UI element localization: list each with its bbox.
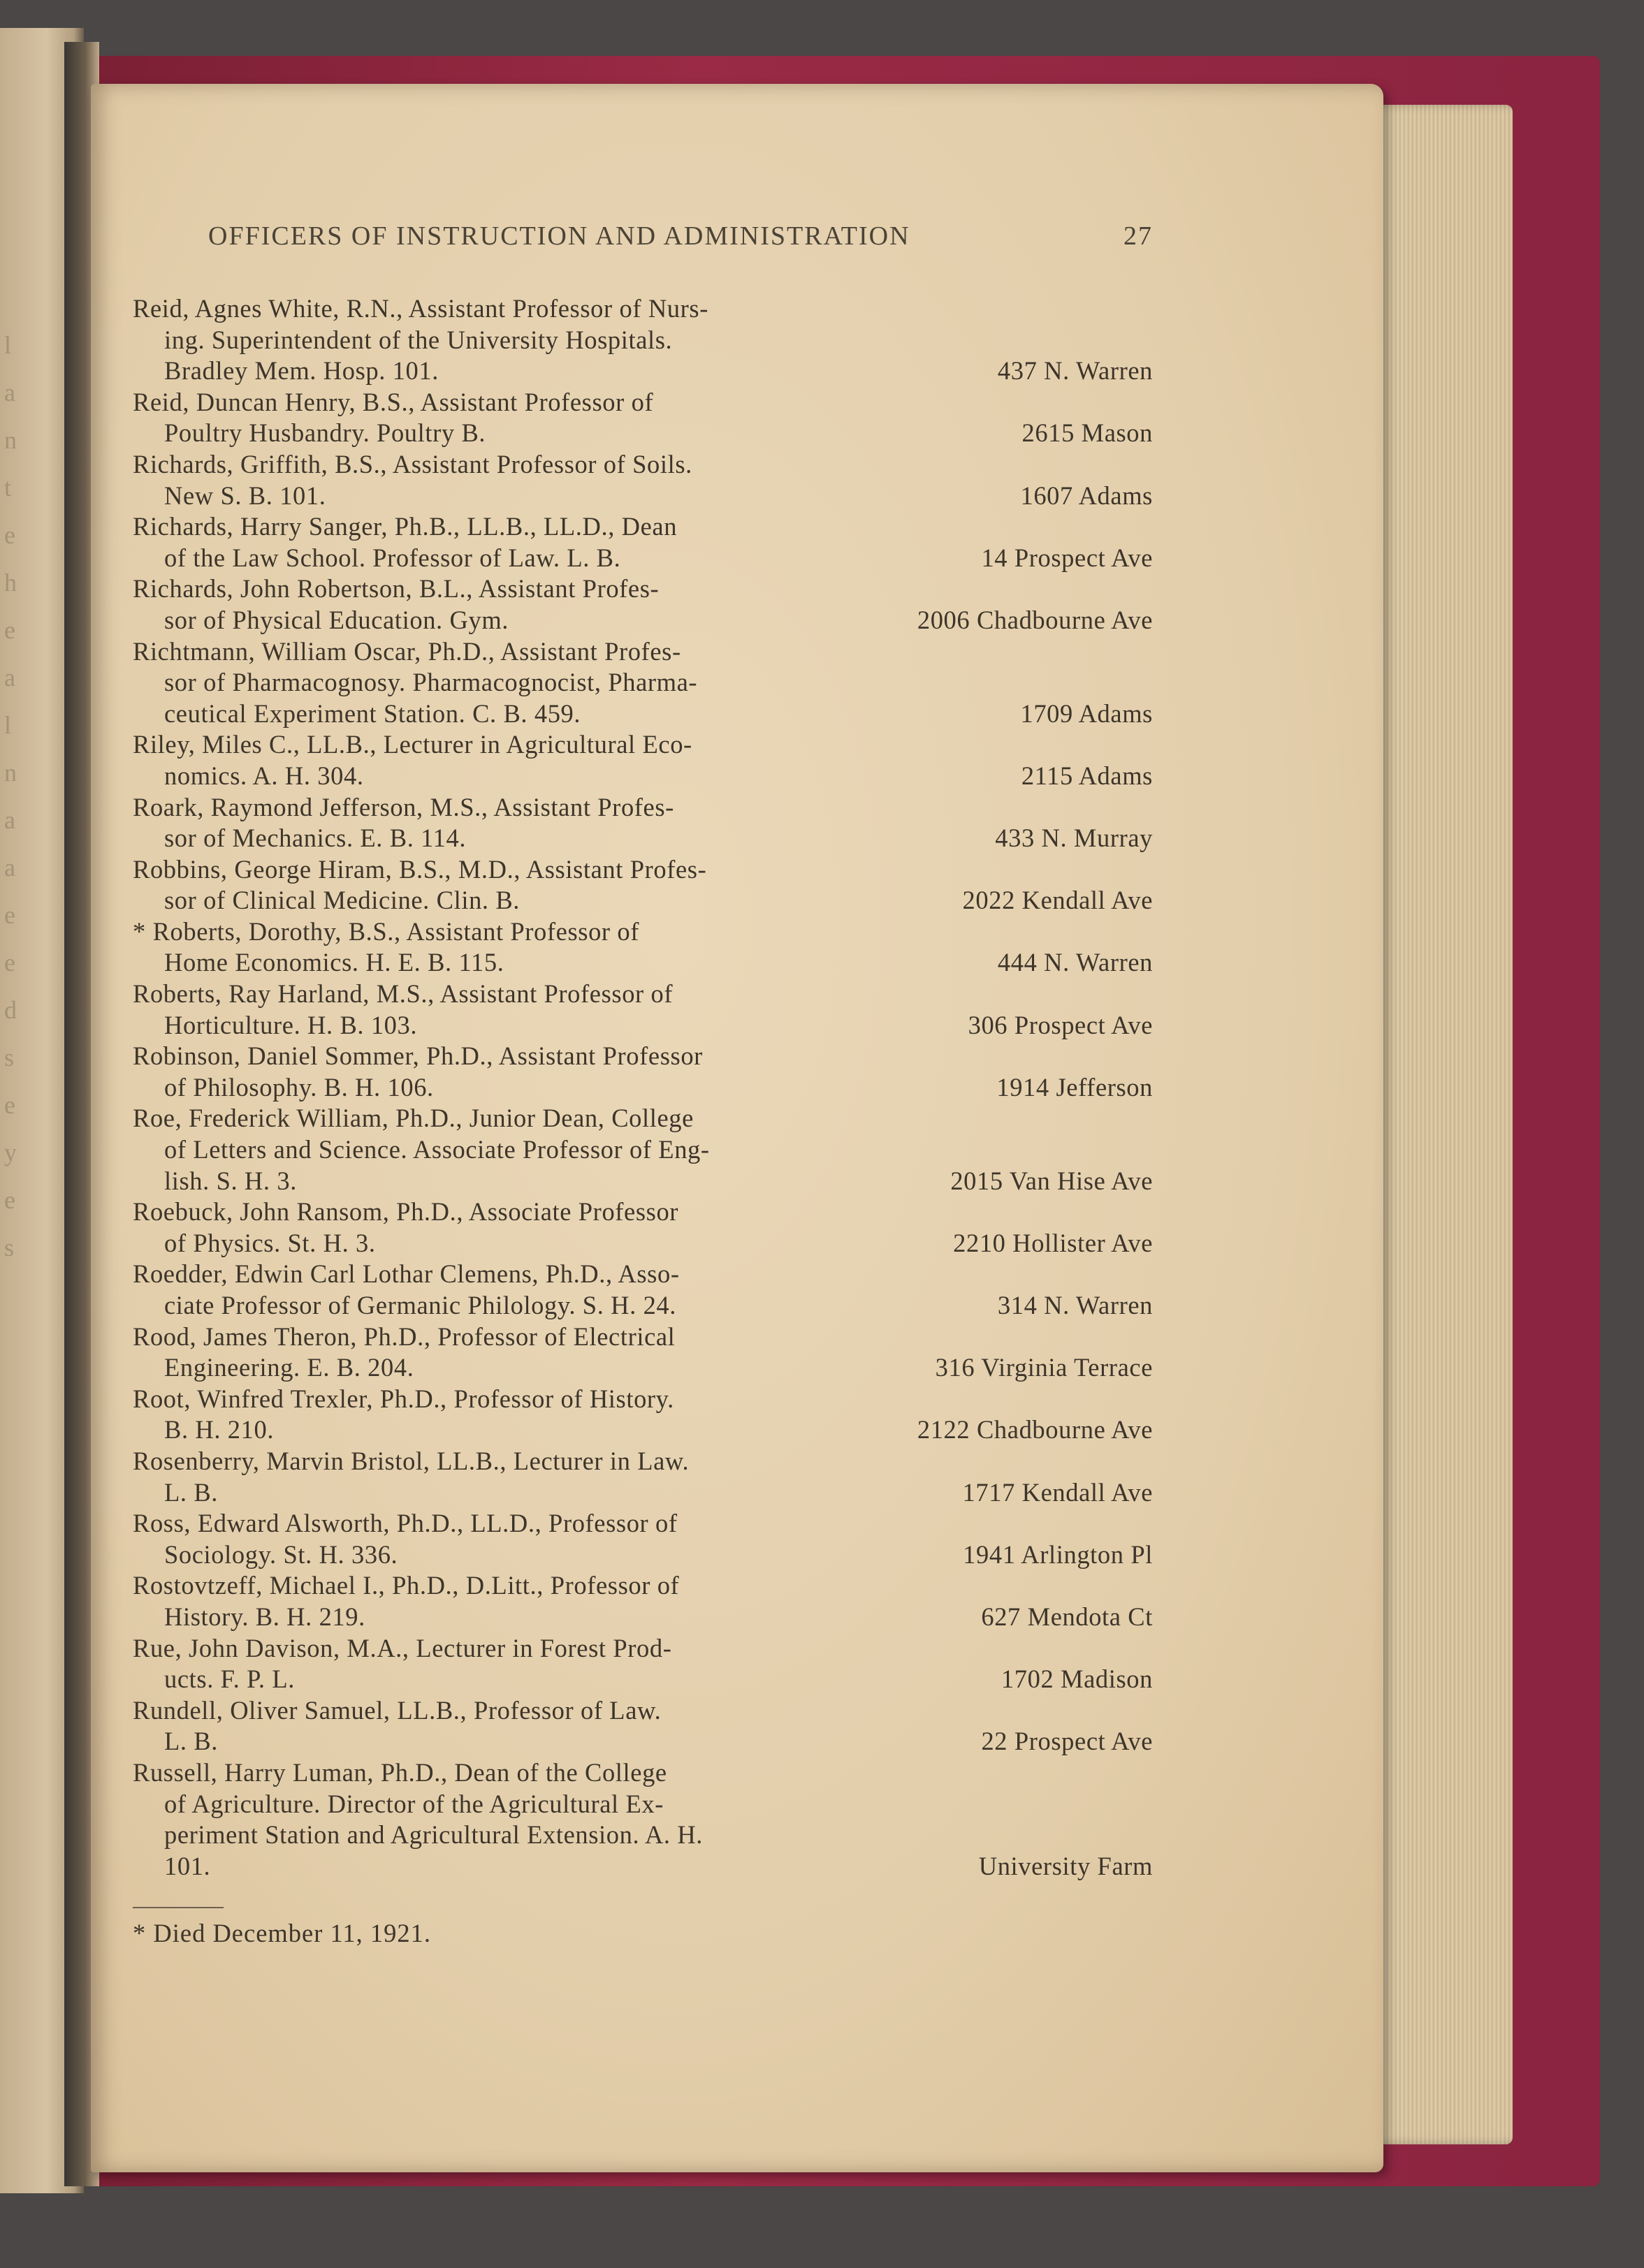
entry-address — [1139, 511, 1153, 543]
entry-address: 314 N. Warren — [997, 1291, 1153, 1319]
directory-entry — [133, 1570, 1153, 1632]
entry-line — [133, 1103, 1153, 1134]
entry-address: 22 Prospect Ave — [981, 1727, 1153, 1756]
entry-line — [133, 1352, 1153, 1384]
entry-address: 14 Prospect Ave — [981, 543, 1153, 572]
entry-address — [1139, 1041, 1153, 1072]
entry-line — [133, 729, 1153, 761]
entry-text: Richards, John Robertson, B.L., Assistant Profes- — [133, 574, 660, 603]
entry-text: Robinson, Daniel Sommer, Ph.D., Assistant Professor — [133, 1041, 703, 1071]
entry-line — [133, 1757, 1153, 1789]
entry-line — [133, 481, 1153, 512]
entry-line — [133, 573, 1153, 605]
entry-text: 101. — [164, 1851, 211, 1880]
entry-line — [133, 1539, 1153, 1571]
entry-address: 444 N. Warren — [997, 948, 1153, 977]
entry-line — [133, 854, 1153, 886]
entry-line — [133, 916, 1153, 948]
entry-line — [133, 1695, 1153, 1727]
entry-text: periment Station and Agricultural Extension. A. H. — [164, 1820, 704, 1850]
entry-text: L. B. — [164, 1727, 219, 1756]
entry-text: Riley, Miles C., LL.B., Lecturer in Agricultural Eco- — [133, 730, 692, 759]
directory-entry — [133, 1103, 1153, 1197]
entry-address — [1139, 325, 1153, 356]
directory-entries — [133, 293, 1153, 1882]
entry-line — [133, 605, 1153, 636]
entry-address — [1139, 729, 1153, 761]
entry-line — [133, 1041, 1153, 1072]
page-stack-edge — [1362, 105, 1513, 2144]
entry-text: Home Economics. H. E. B. 115. — [164, 948, 504, 977]
entry-text: Sociology. St. H. 336. — [164, 1539, 398, 1569]
entry-address — [1139, 792, 1153, 824]
entry-address: 433 N. Murray — [995, 824, 1153, 853]
entry-address: 2006 Chadbourne Ave — [917, 605, 1153, 634]
entry-text: Richards, Griffith, B.S., Assistant Professor of Soils. — [133, 449, 692, 478]
entry-address — [1139, 1197, 1153, 1228]
entry-line — [133, 1384, 1153, 1415]
entry-text: Russell, Harry Luman, Ph.D., Dean of the College — [133, 1757, 667, 1787]
entry-text: ucts. F. P. L. — [164, 1665, 295, 1694]
directory-entry — [133, 449, 1153, 511]
entry-address: 2115 Adams — [1021, 761, 1153, 790]
footnote: * Died December 11, 1921. — [133, 1919, 432, 1947]
entry-address: 2615 Mason — [1021, 418, 1153, 448]
entry-address: 1702 Madison — [1001, 1665, 1153, 1694]
entry-line — [133, 1197, 1153, 1228]
entry-text: lish. S. H. 3. — [164, 1166, 297, 1195]
entry-text: Richards, Harry Sanger, Ph.B., LL.B., LL.D., Dean — [133, 512, 678, 541]
entry-line — [133, 885, 1153, 916]
entry-address — [1139, 636, 1153, 668]
entry-address: 2210 Hollister Ave — [953, 1228, 1153, 1257]
entry-text: Rostovtzeff, Michael I., Ph.D., D.Litt., Professor of — [133, 1571, 680, 1600]
entry-line — [133, 1072, 1153, 1104]
entry-address — [1139, 1103, 1153, 1134]
entry-line — [133, 698, 1153, 730]
entry-address: 316 Virginia Terrace — [935, 1353, 1153, 1382]
entry-text: Root, Winfred Trexler, Ph.D., Professor of History. — [133, 1384, 674, 1413]
entry-address — [1139, 573, 1153, 605]
entry-line — [133, 1508, 1153, 1539]
directory-entry — [133, 573, 1153, 636]
entry-address — [1139, 293, 1153, 325]
entry-text: of Philosophy. B. H. 106. — [164, 1072, 434, 1102]
entry-line — [133, 449, 1153, 481]
entry-text: ceutical Experiment Station. C. B. 459. — [164, 698, 581, 728]
entry-text: of Agriculture. Director of the Agricultural Ex- — [164, 1789, 664, 1818]
directory-entry — [133, 854, 1153, 916]
entry-address: 2015 Van Hise Ave — [950, 1166, 1153, 1195]
entry-text: sor of Pharmacognosy. Pharmacognocist, Pharma- — [164, 668, 698, 697]
entry-address: 2122 Chadbourne Ave — [917, 1415, 1153, 1444]
directory-entry — [133, 293, 1153, 387]
entry-line — [133, 947, 1153, 979]
entry-address: 1607 Adams — [1020, 481, 1153, 510]
entry-line — [133, 1851, 1153, 1882]
entry-text: Ross, Edward Alsworth, Ph.D., LL.D., Professor of — [133, 1509, 678, 1538]
entry-line — [133, 636, 1153, 668]
page-number: 27 — [1123, 221, 1153, 251]
entry-address — [1139, 1322, 1153, 1353]
entry-text: Engineering. E. B. 204. — [164, 1353, 414, 1382]
entry-text: Rue, John Davison, M.A., Lecturer in Forest Prod- — [133, 1633, 672, 1662]
entry-line — [133, 761, 1153, 792]
entry-line — [133, 356, 1153, 387]
entry-text: Rood, James Theron, Ph.D., Professor of Electrical — [133, 1322, 676, 1351]
entry-address — [1139, 854, 1153, 886]
directory-entry — [133, 1757, 1153, 1882]
entry-text: Horticulture. H. B. 103. — [164, 1010, 418, 1039]
entry-line — [133, 1633, 1153, 1665]
entry-line — [133, 1664, 1153, 1695]
entry-text: Poultry Husbandry. Poultry B. — [164, 418, 486, 448]
entry-line — [133, 823, 1153, 854]
entry-address — [1139, 1446, 1153, 1477]
entry-text: Rundell, Oliver Samuel, LL.B., Professor of Law. — [133, 1695, 662, 1725]
left-page-bleed-text: l a n t e h e a l n a a e e d s e y e s — [4, 331, 17, 1261]
entry-text: ciate Professor of Germanic Philology. S. H. 24. — [164, 1291, 676, 1319]
entry-address — [1139, 1508, 1153, 1539]
entry-address — [1139, 1695, 1153, 1727]
entry-line — [133, 1602, 1153, 1633]
entry-text: of the Law School. Professor of Law. L. B. — [164, 543, 621, 572]
entry-line — [133, 1322, 1153, 1353]
entry-address — [1139, 1384, 1153, 1415]
entry-text: Roebuck, John Ransom, Ph.D., Associate Professor — [133, 1197, 679, 1227]
entry-line — [133, 1726, 1153, 1757]
entry-address: 437 N. Warren — [997, 356, 1153, 386]
entry-line — [133, 1446, 1153, 1477]
entry-address — [1139, 979, 1153, 1010]
directory-entry — [133, 792, 1153, 854]
entry-line — [133, 1259, 1153, 1290]
entry-address: 1717 Kendall Ave — [962, 1477, 1153, 1507]
entry-line — [133, 1570, 1153, 1602]
entry-address: 1941 Arlington Pl — [963, 1539, 1153, 1569]
entry-text: Reid, Agnes White, R.N., Assistant Professor of Nurs- — [133, 294, 708, 323]
entry-line — [133, 667, 1153, 698]
entry-address — [1139, 449, 1153, 481]
entry-text: Roark, Raymond Jefferson, M.S., Assistant Profes- — [133, 792, 674, 821]
entry-address: 2022 Kendall Ave — [962, 886, 1153, 915]
entry-line — [133, 325, 1153, 356]
entry-text: * Roberts, Dorothy, B.S., Assistant Professor of — [133, 916, 640, 946]
directory-entry — [133, 511, 1153, 573]
entry-text: History. B. H. 219. — [164, 1602, 365, 1631]
directory-entry — [133, 916, 1153, 979]
footnote-rule — [133, 1907, 224, 1908]
entry-text: Roberts, Ray Harland, M.S., Assistant Professor of — [133, 979, 674, 1009]
entry-address — [1139, 1259, 1153, 1290]
entry-text: sor of Physical Education. Gym. — [164, 605, 509, 634]
entry-address: 1914 Jefferson — [996, 1072, 1153, 1102]
directory-entry — [133, 729, 1153, 791]
entry-line — [133, 792, 1153, 824]
entry-line — [133, 1228, 1153, 1259]
directory-entry — [133, 1695, 1153, 1757]
directory-entry — [133, 636, 1153, 730]
entry-address: 306 Prospect Ave — [968, 1010, 1153, 1039]
entry-line — [133, 543, 1153, 574]
entry-line — [133, 418, 1153, 449]
directory-entry — [133, 1446, 1153, 1508]
entry-line — [133, 1820, 1153, 1851]
entry-text: L. B. — [164, 1477, 219, 1507]
entry-address: 1709 Adams — [1020, 698, 1153, 728]
entry-text: Bradley Mem. Hosp. 101. — [164, 356, 439, 386]
entry-address: University Farm — [978, 1851, 1153, 1880]
entry-address — [1139, 916, 1153, 948]
entry-text: ing. Superintendent of the University Hospitals. — [164, 325, 673, 354]
entry-text: sor of Mechanics. E. B. 114. — [164, 824, 467, 853]
entry-text: Roe, Frederick William, Ph.D., Junior Dean, College — [133, 1104, 694, 1133]
entry-text: New S. B. 101. — [164, 481, 326, 510]
directory-entry — [133, 979, 1153, 1041]
directory-entry — [133, 1197, 1153, 1259]
entry-line — [133, 1166, 1153, 1197]
directory-entry — [133, 1259, 1153, 1321]
entry-line — [133, 511, 1153, 543]
entry-address — [1139, 1633, 1153, 1665]
directory-entry — [133, 387, 1153, 449]
entry-address — [1139, 1789, 1153, 1820]
entry-line — [133, 1134, 1153, 1166]
directory-entry — [133, 1508, 1153, 1570]
page-title: OFFICERS OF INSTRUCTION AND ADMINISTRATION — [208, 221, 910, 251]
entry-line — [133, 979, 1153, 1010]
entry-line — [133, 1789, 1153, 1820]
entry-text: Richtmann, William Oscar, Ph.D., Assistant Profes- — [133, 636, 681, 666]
entry-address — [1139, 1820, 1153, 1851]
entry-line — [133, 1414, 1153, 1446]
entry-address — [1139, 387, 1153, 418]
directory-entry — [133, 1041, 1153, 1103]
entry-text: of Physics. St. H. 3. — [164, 1228, 376, 1257]
entry-address — [1139, 667, 1153, 698]
entry-address — [1139, 1757, 1153, 1789]
entry-address — [1139, 1570, 1153, 1602]
entry-text: nomics. A. H. 304. — [164, 761, 364, 790]
entry-text: Robbins, George Hiram, B.S., M.D., Assistant Profes- — [133, 854, 707, 884]
entry-text: of Letters and Science. Associate Professor of Eng- — [164, 1135, 710, 1164]
directory-entry — [133, 1384, 1153, 1446]
entry-line — [133, 293, 1153, 325]
entry-text: Rosenberry, Marvin Bristol, LL.B., Lecturer in Law. — [133, 1446, 690, 1475]
entry-text: sor of Clinical Medicine. Clin. B. — [164, 886, 521, 915]
entry-line — [133, 1477, 1153, 1509]
entry-address: 627 Mendota Ct — [981, 1602, 1153, 1631]
running-head — [208, 221, 1153, 251]
directory-entry — [133, 1322, 1153, 1384]
entry-text: Reid, Duncan Henry, B.S., Assistant Professor of — [133, 387, 654, 416]
entry-line — [133, 1010, 1153, 1041]
entry-text: B. H. 210. — [164, 1415, 275, 1444]
entry-line — [133, 1290, 1153, 1322]
entry-address — [1139, 1134, 1153, 1166]
entry-text: Roedder, Edwin Carl Lothar Clemens, Ph.D., Asso- — [133, 1259, 680, 1289]
entry-line — [133, 387, 1153, 418]
directory-entry — [133, 1633, 1153, 1695]
